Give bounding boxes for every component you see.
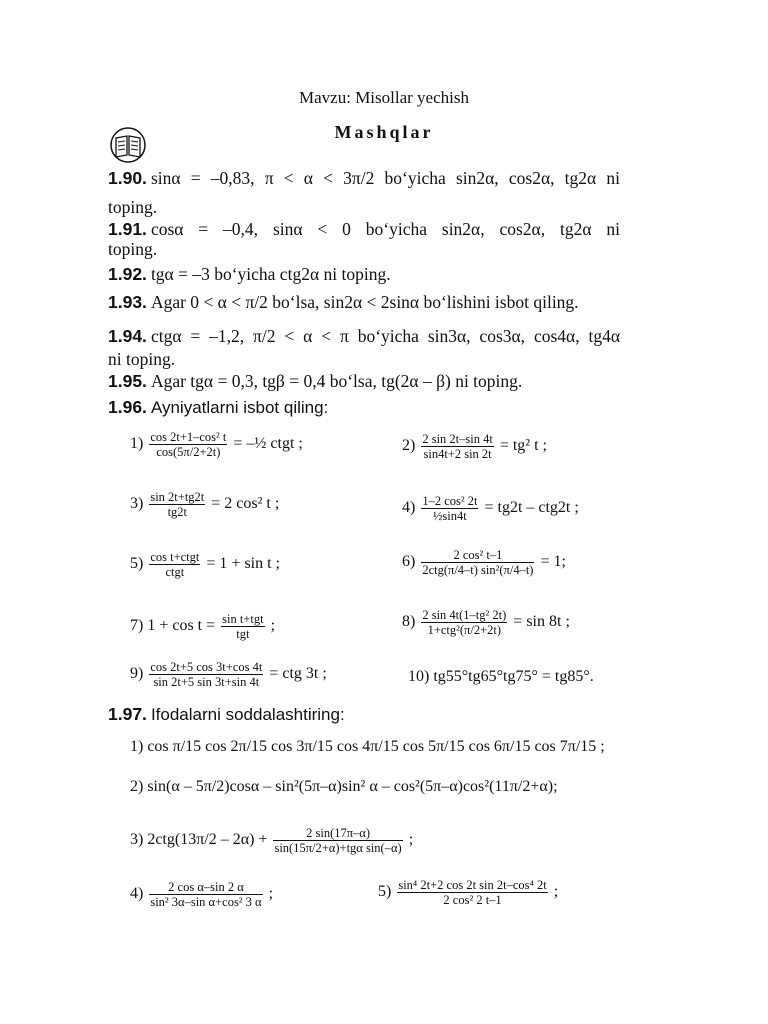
problem-1-96: 1.96. Ayniyatlarni isbot qiling: [108,397,329,417]
section-title: Mashqlar [334,122,434,142]
identity-1: 1) $\frac{\text{cos 2t+1–cos² t}}{\cos(5\pi/2+2t)}$ = –½ ctgt ; [130,430,303,459]
problem-1-94-cont: ni toping. [108,349,176,369]
identity-6: 6) $\frac{\text{2 cos² t–1}}{\text{2ctg(π/4–t) sin²(π/4–t)}}$ = 1; [402,548,566,577]
identity-7: 7) 1 + cos t = $\frac{\text{sin t+tgt}}{\text{tgt}}$ ; [130,612,276,641]
problem-1-94: 1.94. ctgα = –1,2, π/2 < α < π bo‘yicha sin3α, cos3α, cos4α, tg4α [108,326,620,346]
problem-1-93: 1.93. Agar 0 < α < π/2 bo‘lsa, sin2α < 2sinα bo‘lishini isbot qiling. [108,292,579,312]
simplify-1: 1) cos π/15 cos 2π/15 cos 3π/15 cos 4π/15 cos 5π/15 cos 6π/15 cos 7π/15 ; [130,738,605,755]
simplify-3: 3) 2ctg(13π/2 – 2α) + $\frac{2 \sin(17\pi-\alpha)}{\text{sin(15π/2+α)+tgα sin(–α)}}$ ; [130,826,414,855]
identity-4: 4) $\frac{\text{1–2 cos² 2t}}{\text{½sin4t}}$ = tg2t – ctg2t ; [402,494,579,523]
problem-1-92: 1.92. tgα = –3 bo‘yicha ctg2α ni toping. [108,264,391,284]
problem-1-91: 1.91. cosα = –0,4, sinα < 0 bo‘yicha sin2α, cos2α, tg2α ni [108,219,620,239]
identity-5: 5) $\frac{\text{cos t+ctgt}}{\text{ctgt}}$ = 1 + sin t ; [130,550,280,579]
identity-8: 8) $\frac{\text{2 sin 4t(1–tg² 2t)}}{\text{1+ctg²(π/2+2t)}}$ = sin 8t ; [402,608,570,637]
problem-1-97: 1.97. Ifodalarni soddalashtiring: [108,704,345,724]
identity-3: 3) $\frac{\sin 2t+tg2t}{tg2t}$ = 2 cos² t ; [130,490,280,519]
problem-1-95: 1.95. Agar tgα = 0,3, tgβ = 0,4 bo‘lsa, tg(2α – β) ni toping. [108,371,523,391]
page-topic: Mavzu: Misollar yechish [299,88,469,107]
problem-1-90: 1.90. sinα = –0,83, π < α < 3π/2 bo‘yicha sin2α, cos2α, tg2α ni [108,168,620,188]
problem-1-91-cont: toping. [108,239,158,259]
simplify-2: 2) sin(α – 5π/2)cosα – sin²(5π–α)sin² α – cos²(5π–α)cos²(11π/2+α); [130,778,558,795]
simplify-5: 5) $\frac{\text{sin⁴ 2t+2 cos 2t sin 2t–cos⁴ 2t}}{\text{2 cos² 2 t–1}}$ ; [378,878,559,907]
problem-1-90-cont: toping. [108,197,158,217]
identity-10: 10) tg55°tg65°tg75° = tg85°. [408,668,594,685]
identity-2: 2) $\frac{2 \sin 2t-\sin 4t}{\sin 4t+2 \sin 2t}$ = tg² t ; [402,432,547,461]
identity-9: 9) $\frac{\cos 2t+5 \cos 3t+\cos 4t}{\sin 2t+5 \sin 3t+\sin 4t}$ = ctg 3t ; [130,660,327,689]
simplify-4: 4) $\frac{\text{2 cos α–sin 2 α}}{\text{sin² 3α–sin α+cos² 3 α}}$ ; [130,880,274,909]
